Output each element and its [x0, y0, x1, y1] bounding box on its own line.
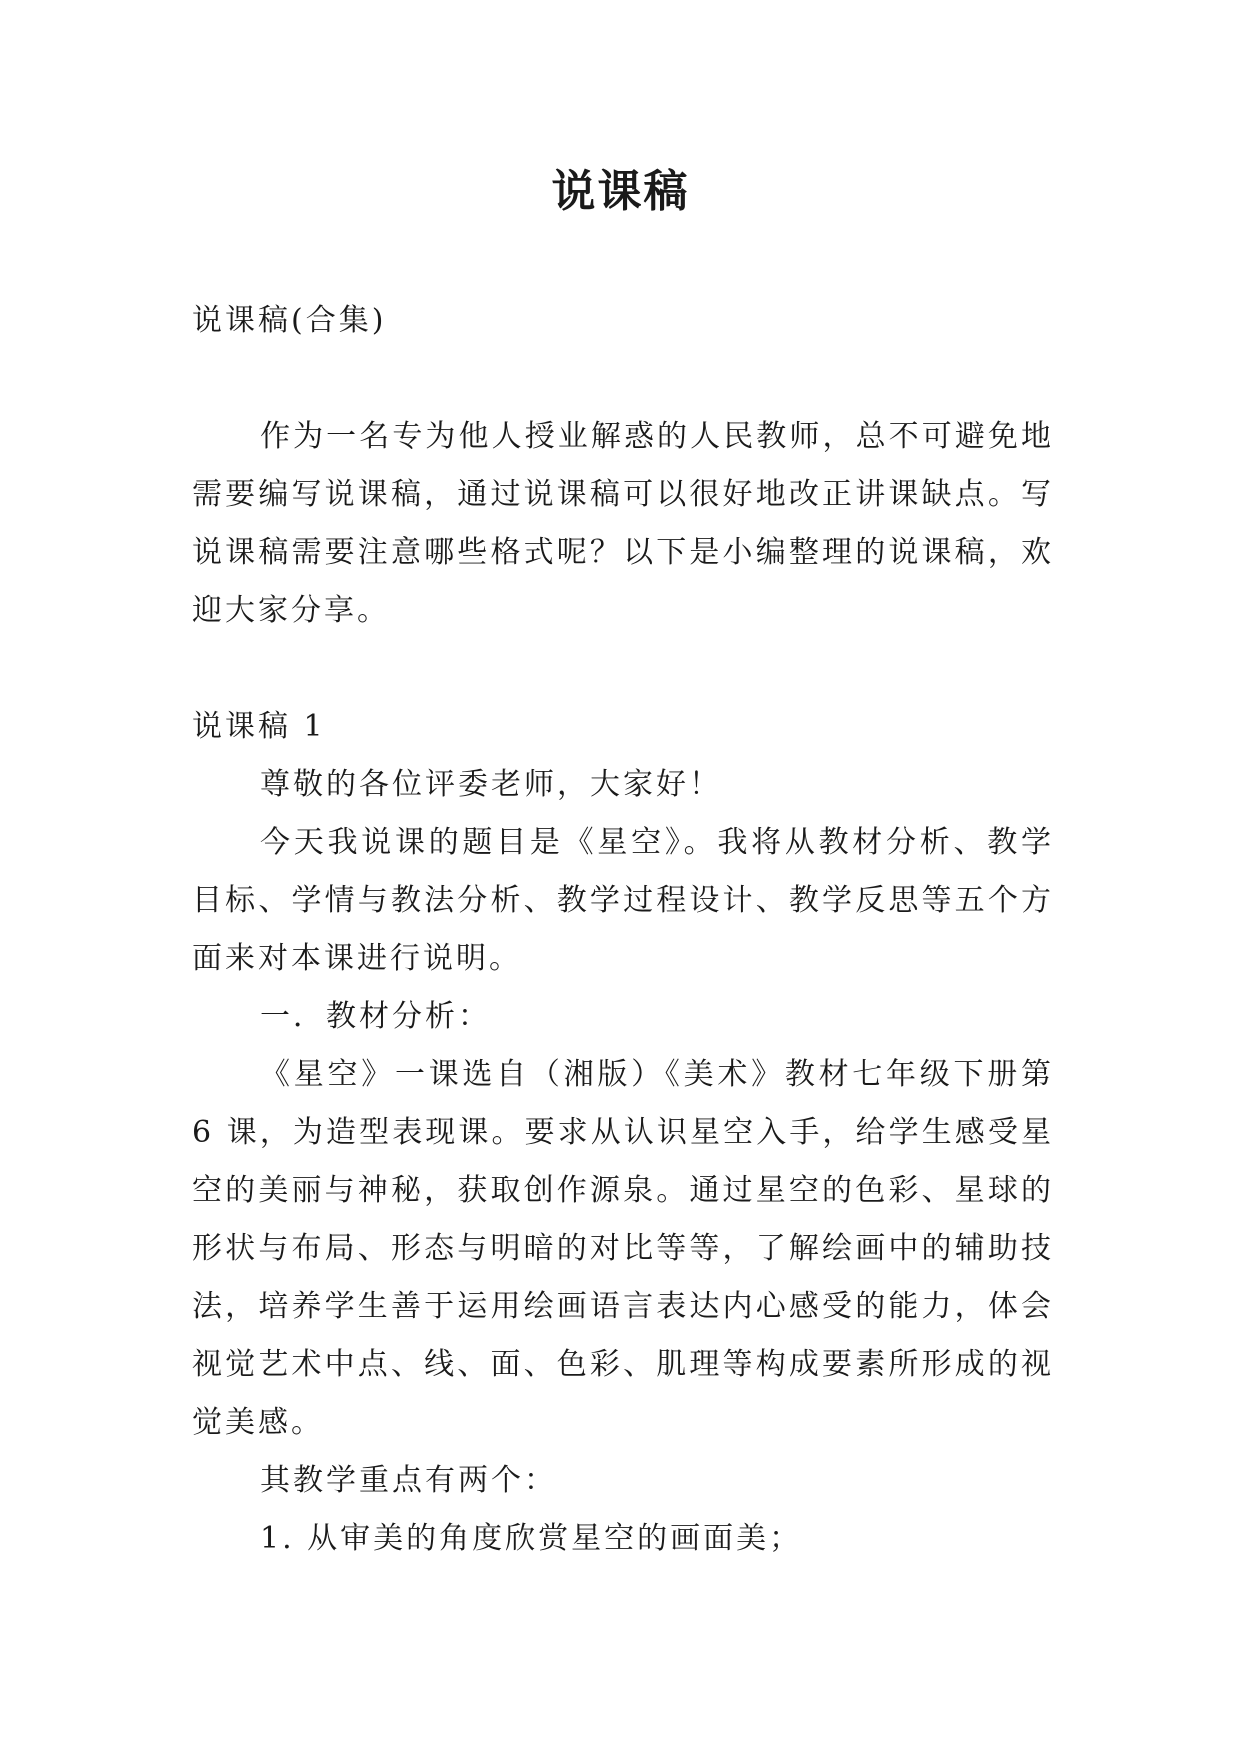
material-paragraph: 《星空》一课选自（湘版）《美术》教材七年级下册第 6 课，为造型表现课。要求从认识星空入手，给学生感受星空的美丽与神秘，获取创作源泉。通过星空的色彩、星球的形状与布局、形态与明暗的对比等等，了解绘画中的辅助技法，培养学生善于运用绘画语言表达内心感受的能力，体会视觉艺术中点、线、面、色彩、肌理等构成要素所形成的视觉美感。 [192, 1057, 1054, 1440]
section-spacer [192, 640, 1054, 698]
document-body [192, 292, 1054, 1568]
document-subtitle: 说课稿(合集) [192, 303, 387, 338]
analysis-heading: 一．教材分析： [260, 999, 491, 1034]
intro-paragraph: 作为一名专为他人授业解惑的人民教师，总不可避免地需要编写说课稿，通过说课稿可以很好地改正讲课缺点。写说课稿需要注意哪些格式呢？以下是小编整理的说课稿，欢迎大家分享。 [192, 419, 1054, 628]
key-points-paragraph: 其教学重点有两个： [260, 1463, 557, 1498]
topic-paragraph: 今天我说课的题目是《星空》。我将从教材分析、教学目标、学情与教法分析、教学过程设计、教学反思等五个方面来对本课进行说明。 [192, 825, 1054, 976]
greeting-paragraph: 尊敬的各位评委老师，大家好！ [260, 767, 722, 802]
section-heading: 说课稿 1 [192, 709, 326, 744]
key-point-item: 1. 从审美的角度欣赏星空的画面美； [260, 1521, 803, 1556]
document-title: 说课稿 [551, 166, 690, 217]
